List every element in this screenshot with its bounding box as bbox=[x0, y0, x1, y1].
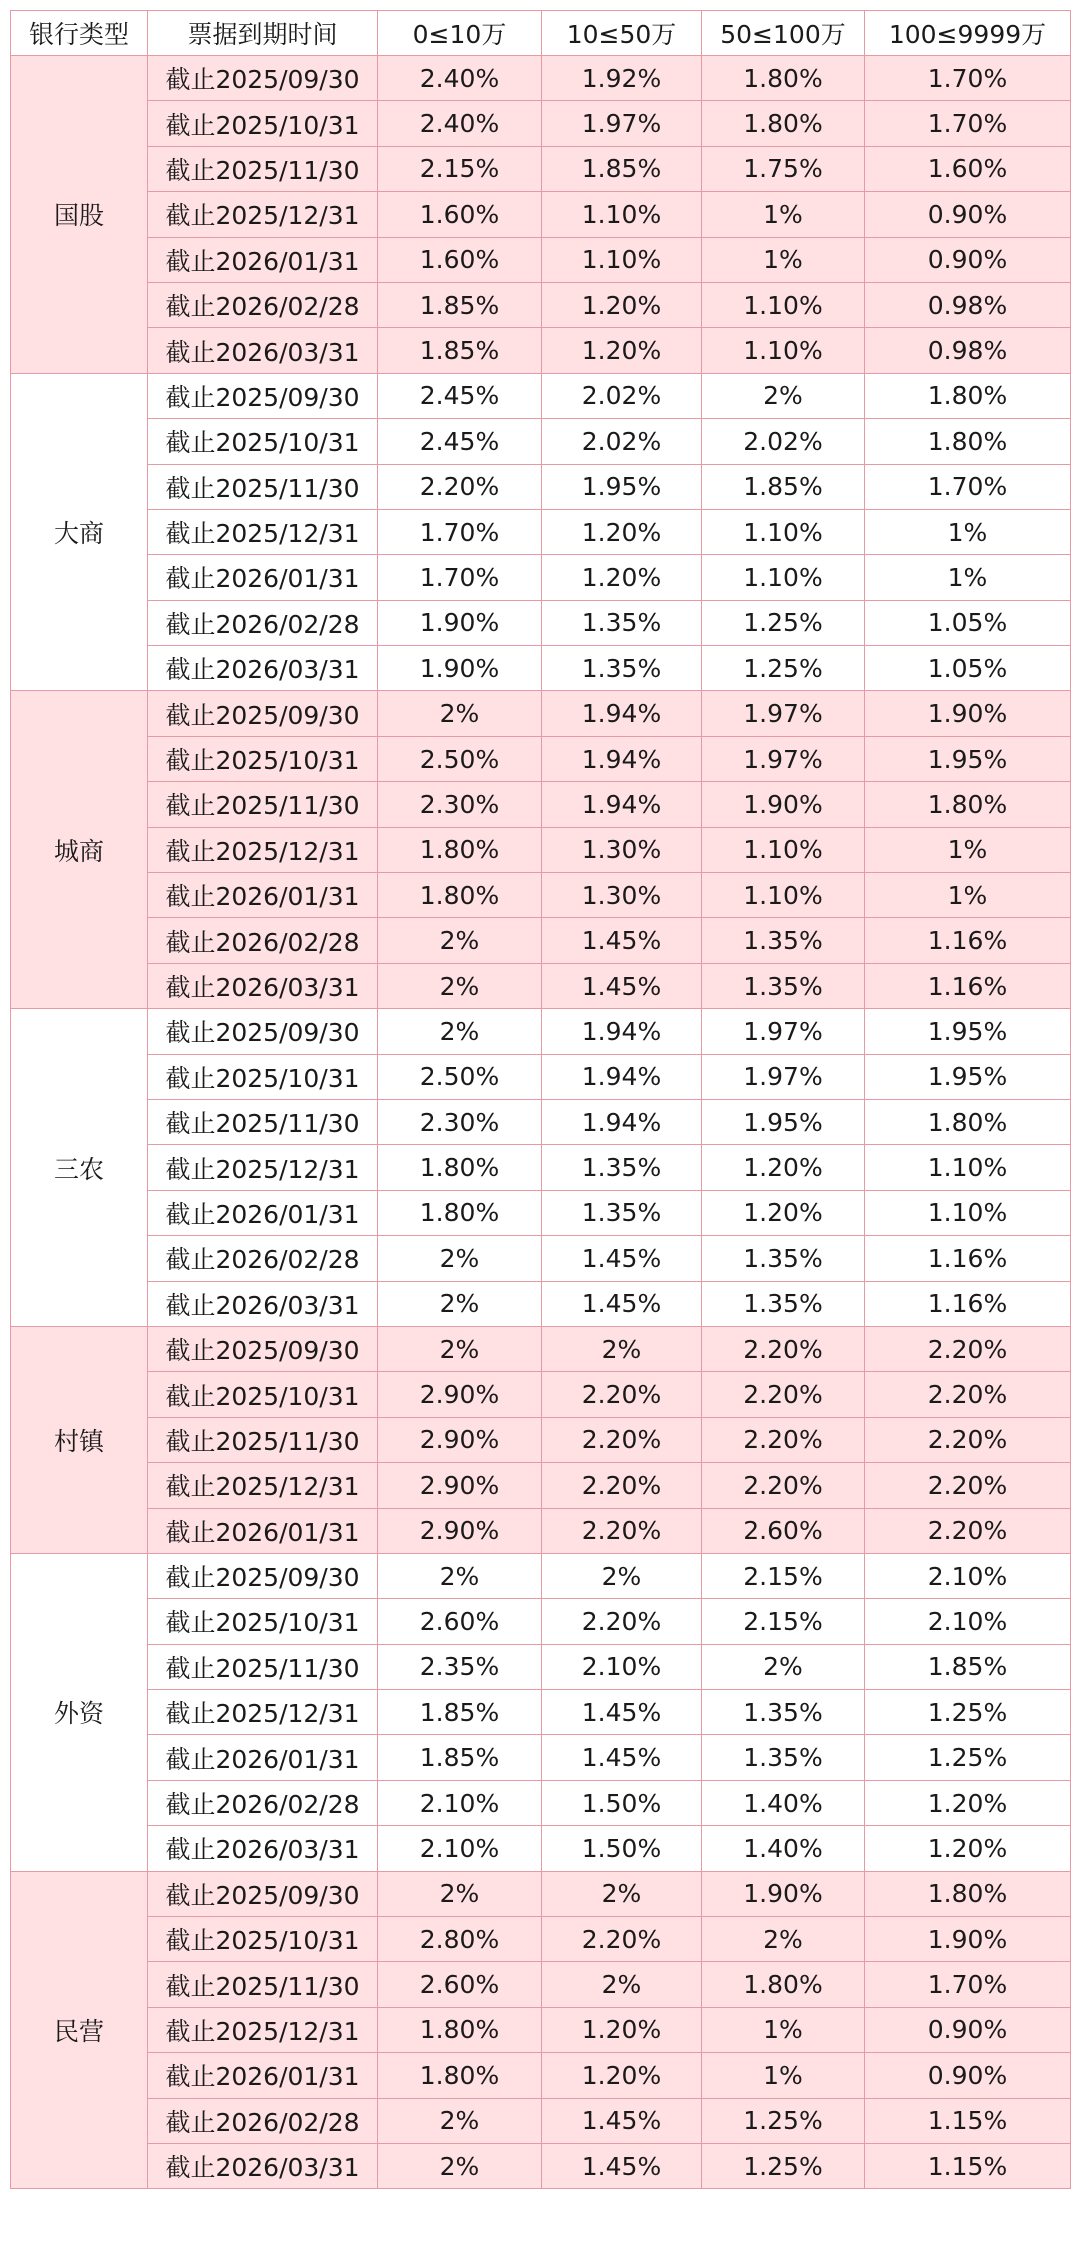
maturity-cell: 截止2025/09/30 bbox=[148, 1009, 378, 1054]
rate-cell: 1% bbox=[865, 827, 1071, 872]
rate-cell: 2.20% bbox=[542, 1508, 702, 1553]
rate-cell: 2% bbox=[378, 963, 542, 1008]
table-row bbox=[11, 1917, 1071, 1962]
maturity-cell: 截止2025/11/30 bbox=[148, 464, 378, 509]
rate-cell: 2.02% bbox=[542, 373, 702, 418]
rate-cell: 2.02% bbox=[702, 419, 865, 464]
rate-cell: 1.85% bbox=[378, 1735, 542, 1780]
table-row bbox=[11, 282, 1071, 327]
rate-cell: 1.10% bbox=[702, 328, 865, 373]
maturity-cell: 截止2026/03/31 bbox=[148, 2143, 378, 2188]
maturity-cell: 截止2026/02/28 bbox=[148, 918, 378, 963]
maturity-cell: 截止2025/10/31 bbox=[148, 736, 378, 781]
rate-cell: 1.35% bbox=[542, 646, 702, 691]
rate-cell: 1% bbox=[702, 237, 865, 282]
rate-cell: 0.90% bbox=[865, 2053, 1071, 2098]
maturity-cell: 截止2025/11/30 bbox=[148, 1099, 378, 1144]
rate-cell: 2.20% bbox=[702, 1372, 865, 1417]
rate-cell: 0.90% bbox=[865, 192, 1071, 237]
rate-cell: 2.90% bbox=[378, 1417, 542, 1462]
rate-cell: 2% bbox=[378, 2098, 542, 2143]
rate-cell: 2% bbox=[702, 1917, 865, 1962]
rate-cell: 1.05% bbox=[865, 646, 1071, 691]
rate-cell: 1.85% bbox=[542, 146, 702, 191]
rate-cell: 1.97% bbox=[542, 101, 702, 146]
rate-cell: 2% bbox=[378, 1281, 542, 1326]
table-row bbox=[11, 2098, 1071, 2143]
rate-cell: 1.10% bbox=[702, 282, 865, 327]
maturity-cell: 截止2025/12/31 bbox=[148, 509, 378, 554]
rate-cell: 2% bbox=[702, 373, 865, 418]
table-row bbox=[11, 192, 1071, 237]
rate-cell: 2.20% bbox=[542, 1599, 702, 1644]
rate-cell: 2.60% bbox=[378, 1962, 542, 2007]
rate-cell: 1.75% bbox=[702, 146, 865, 191]
rate-cell: 2% bbox=[542, 1553, 702, 1598]
rate-cell: 1.10% bbox=[542, 237, 702, 282]
table-row bbox=[11, 328, 1071, 373]
rate-cell: 1.40% bbox=[702, 1826, 865, 1871]
rate-cell: 2% bbox=[378, 2143, 542, 2188]
rate-cell: 1.80% bbox=[378, 873, 542, 918]
rate-cell: 1.35% bbox=[542, 1145, 702, 1190]
rate-cell: 1.85% bbox=[702, 464, 865, 509]
rate-cell: 1.94% bbox=[542, 1009, 702, 1054]
header-maturity: 票据到期时间 bbox=[148, 11, 378, 56]
maturity-cell: 截止2026/01/31 bbox=[148, 1735, 378, 1780]
table-row bbox=[11, 1417, 1071, 1462]
rate-cell: 1.35% bbox=[542, 1190, 702, 1235]
maturity-cell: 截止2026/03/31 bbox=[148, 963, 378, 1008]
bank-type-cell: 三农 bbox=[11, 1009, 148, 1327]
rate-cell: 2.60% bbox=[702, 1508, 865, 1553]
table-row bbox=[11, 600, 1071, 645]
rate-cell: 1.20% bbox=[702, 1145, 865, 1190]
rate-cell: 2.30% bbox=[378, 782, 542, 827]
rate-cell: 1.80% bbox=[702, 56, 865, 101]
rate-cell: 1.94% bbox=[542, 736, 702, 781]
rate-cell: 1.40% bbox=[702, 1780, 865, 1825]
rate-cell: 1.30% bbox=[542, 873, 702, 918]
rate-cell: 1.35% bbox=[702, 1281, 865, 1326]
table-row bbox=[11, 1690, 1071, 1735]
bank-type-cell: 村镇 bbox=[11, 1326, 148, 1553]
rate-cell: 1.45% bbox=[542, 2098, 702, 2143]
rate-cell: 1.70% bbox=[865, 56, 1071, 101]
maturity-cell: 截止2025/09/30 bbox=[148, 56, 378, 101]
rate-cell: 1.80% bbox=[378, 827, 542, 872]
bank-type-cell: 城商 bbox=[11, 691, 148, 1009]
rate-cell: 2.90% bbox=[378, 1463, 542, 1508]
table-row bbox=[11, 1508, 1071, 1553]
maturity-cell: 截止2025/12/31 bbox=[148, 2007, 378, 2052]
rate-cell: 2.50% bbox=[378, 736, 542, 781]
rate-cell: 2.90% bbox=[378, 1372, 542, 1417]
rate-cell: 2% bbox=[542, 1962, 702, 2007]
header-row bbox=[11, 11, 1071, 56]
rate-cell: 1.80% bbox=[865, 1099, 1071, 1144]
maturity-cell: 截止2025/12/31 bbox=[148, 1690, 378, 1735]
maturity-cell: 截止2025/09/30 bbox=[148, 691, 378, 736]
rate-cell: 2.40% bbox=[378, 56, 542, 101]
table-row bbox=[11, 464, 1071, 509]
header-tier-4: 100≤9999万 bbox=[865, 11, 1071, 56]
rate-cell: 1.95% bbox=[702, 1099, 865, 1144]
rate-cell: 1.20% bbox=[542, 509, 702, 554]
bank-type-cell: 大商 bbox=[11, 373, 148, 691]
maturity-cell: 截止2025/09/30 bbox=[148, 1871, 378, 1916]
rate-cell: 1.10% bbox=[702, 873, 865, 918]
rate-cell: 1.94% bbox=[542, 1054, 702, 1099]
rate-cell: 1% bbox=[702, 2053, 865, 2098]
rate-cell: 1.45% bbox=[542, 1281, 702, 1326]
rate-cell: 2.20% bbox=[865, 1417, 1071, 1462]
rate-cell: 1.95% bbox=[865, 1054, 1071, 1099]
table-row bbox=[11, 646, 1071, 691]
table-row bbox=[11, 2053, 1071, 2098]
rate-cell: 1.90% bbox=[865, 1917, 1071, 1962]
rate-cell: 1.05% bbox=[865, 600, 1071, 645]
rate-cell: 2% bbox=[542, 1871, 702, 1916]
maturity-cell: 截止2025/12/31 bbox=[148, 1463, 378, 1508]
maturity-cell: 截止2025/11/30 bbox=[148, 782, 378, 827]
table-row bbox=[11, 1236, 1071, 1281]
table-row bbox=[11, 555, 1071, 600]
rate-cell: 1.30% bbox=[542, 827, 702, 872]
table-row bbox=[11, 101, 1071, 146]
maturity-cell: 截止2025/10/31 bbox=[148, 101, 378, 146]
table-row bbox=[11, 736, 1071, 781]
rate-cell: 1.20% bbox=[865, 1780, 1071, 1825]
rate-cell: 1.85% bbox=[378, 1690, 542, 1735]
maturity-cell: 截止2025/12/31 bbox=[148, 827, 378, 872]
rate-cell: 2% bbox=[378, 691, 542, 736]
rate-cell: 1.15% bbox=[865, 2143, 1071, 2188]
table-row bbox=[11, 1372, 1071, 1417]
table-row bbox=[11, 1735, 1071, 1780]
rate-cell: 1.20% bbox=[865, 1826, 1071, 1871]
rate-cell: 1.95% bbox=[865, 736, 1071, 781]
rate-cell: 2.10% bbox=[865, 1553, 1071, 1598]
rate-cell: 2.10% bbox=[378, 1826, 542, 1871]
table-row bbox=[11, 918, 1071, 963]
table-row bbox=[11, 1281, 1071, 1326]
rate-cell: 1.10% bbox=[702, 827, 865, 872]
rate-cell: 1.94% bbox=[542, 782, 702, 827]
rate-cell: 2.20% bbox=[702, 1463, 865, 1508]
rate-cell: 2.20% bbox=[542, 1463, 702, 1508]
maturity-cell: 截止2026/02/28 bbox=[148, 2098, 378, 2143]
rate-cell: 1.60% bbox=[378, 237, 542, 282]
header-tier-1: 0≤10万 bbox=[378, 11, 542, 56]
maturity-cell: 截止2025/11/30 bbox=[148, 1417, 378, 1462]
rate-cell: 1.45% bbox=[542, 1690, 702, 1735]
table-row bbox=[11, 1962, 1071, 2007]
header-tier-3: 50≤100万 bbox=[702, 11, 865, 56]
rate-cell: 1.80% bbox=[702, 1962, 865, 2007]
rate-cell: 1.80% bbox=[865, 419, 1071, 464]
rate-cell: 2.20% bbox=[865, 1372, 1071, 1417]
rate-cell: 2.60% bbox=[378, 1599, 542, 1644]
rate-cell: 2.20% bbox=[702, 1326, 865, 1371]
table-row bbox=[11, 1145, 1071, 1190]
rate-cell: 1.70% bbox=[865, 101, 1071, 146]
maturity-cell: 截止2026/01/31 bbox=[148, 2053, 378, 2098]
rate-cell: 2.90% bbox=[378, 1508, 542, 1553]
rate-cell: 2.20% bbox=[378, 464, 542, 509]
maturity-cell: 截止2026/01/31 bbox=[148, 1508, 378, 1553]
rate-cell: 2.35% bbox=[378, 1644, 542, 1689]
maturity-cell: 截止2026/03/31 bbox=[148, 1281, 378, 1326]
rate-cell: 2% bbox=[378, 1009, 542, 1054]
rate-cell: 1.97% bbox=[702, 736, 865, 781]
table-row bbox=[11, 1780, 1071, 1825]
maturity-cell: 截止2026/01/31 bbox=[148, 237, 378, 282]
rate-cell: 2.10% bbox=[542, 1644, 702, 1689]
rate-cell: 1.94% bbox=[542, 691, 702, 736]
rate-cell: 1.90% bbox=[702, 1871, 865, 1916]
table-row bbox=[11, 1099, 1071, 1144]
table-row bbox=[11, 963, 1071, 1008]
rate-cell: 1.35% bbox=[702, 963, 865, 1008]
rate-cell: 1.20% bbox=[542, 2053, 702, 2098]
rate-cell: 1.50% bbox=[542, 1780, 702, 1825]
rate-cell: 2% bbox=[378, 1236, 542, 1281]
maturity-cell: 截止2025/10/31 bbox=[148, 1599, 378, 1644]
maturity-cell: 截止2026/02/28 bbox=[148, 1236, 378, 1281]
rate-cell: 1.25% bbox=[865, 1690, 1071, 1735]
rate-cell: 1.80% bbox=[378, 2053, 542, 2098]
rate-cell: 1.25% bbox=[702, 2143, 865, 2188]
rate-cell: 1.70% bbox=[378, 555, 542, 600]
maturity-cell: 截止2026/01/31 bbox=[148, 1190, 378, 1235]
rate-cell: 1% bbox=[865, 873, 1071, 918]
rate-cell: 2.20% bbox=[542, 1372, 702, 1417]
rate-cell: 2.50% bbox=[378, 1054, 542, 1099]
maturity-cell: 截止2025/09/30 bbox=[148, 1553, 378, 1598]
table-row bbox=[11, 237, 1071, 282]
rate-cell: 1.10% bbox=[865, 1145, 1071, 1190]
maturity-cell: 截止2025/10/31 bbox=[148, 1054, 378, 1099]
maturity-cell: 截止2025/10/31 bbox=[148, 419, 378, 464]
rate-cell: 0.98% bbox=[865, 282, 1071, 327]
rate-cell: 1.85% bbox=[378, 328, 542, 373]
maturity-cell: 截止2026/02/28 bbox=[148, 282, 378, 327]
table-row bbox=[11, 782, 1071, 827]
rate-cell: 1.16% bbox=[865, 963, 1071, 1008]
rate-cell: 1.50% bbox=[542, 1826, 702, 1871]
rate-cell: 1.45% bbox=[542, 2143, 702, 2188]
rate-cell: 1.80% bbox=[378, 2007, 542, 2052]
maturity-cell: 截止2026/03/31 bbox=[148, 1826, 378, 1871]
rate-cell: 1.35% bbox=[702, 1236, 865, 1281]
maturity-cell: 截止2025/11/30 bbox=[148, 146, 378, 191]
rate-cell: 1.70% bbox=[865, 464, 1071, 509]
table-row bbox=[11, 56, 1071, 101]
rate-cell: 1.80% bbox=[702, 101, 865, 146]
rate-cell: 1.25% bbox=[702, 2098, 865, 2143]
maturity-cell: 截止2025/12/31 bbox=[148, 192, 378, 237]
rate-cell: 1.25% bbox=[702, 600, 865, 645]
rate-cell: 2.20% bbox=[865, 1326, 1071, 1371]
rate-cell: 1.80% bbox=[865, 373, 1071, 418]
maturity-cell: 截止2025/10/31 bbox=[148, 1372, 378, 1417]
rate-cell: 1.80% bbox=[378, 1145, 542, 1190]
rate-cell: 1.10% bbox=[865, 1190, 1071, 1235]
table-row bbox=[11, 1054, 1071, 1099]
table-row bbox=[11, 827, 1071, 872]
rate-cell: 1.45% bbox=[542, 963, 702, 1008]
table-row bbox=[11, 373, 1071, 418]
rate-cell: 2% bbox=[378, 1871, 542, 1916]
rate-cell: 1.25% bbox=[702, 646, 865, 691]
maturity-cell: 截止2025/11/30 bbox=[148, 1962, 378, 2007]
rate-cell: 2.02% bbox=[542, 419, 702, 464]
header-tier-2: 10≤50万 bbox=[542, 11, 702, 56]
rate-cell: 1.35% bbox=[702, 918, 865, 963]
rate-cell: 1.35% bbox=[702, 1690, 865, 1735]
rate-cell: 1.97% bbox=[702, 691, 865, 736]
rate-cell: 1.15% bbox=[865, 2098, 1071, 2143]
rate-cell: 1.20% bbox=[702, 1190, 865, 1235]
rate-cell: 1.20% bbox=[542, 2007, 702, 2052]
table-row bbox=[11, 509, 1071, 554]
rate-cell: 1.97% bbox=[702, 1009, 865, 1054]
table-row bbox=[11, 1644, 1071, 1689]
rate-cell: 1% bbox=[865, 555, 1071, 600]
rate-cell: 1.92% bbox=[542, 56, 702, 101]
maturity-cell: 截止2026/02/28 bbox=[148, 1780, 378, 1825]
maturity-cell: 截止2026/03/31 bbox=[148, 646, 378, 691]
table-row bbox=[11, 1463, 1071, 1508]
rate-cell: 1.20% bbox=[542, 328, 702, 373]
rate-cell: 2.20% bbox=[865, 1508, 1071, 1553]
rate-cell: 1.10% bbox=[702, 555, 865, 600]
rate-cell: 1.90% bbox=[865, 691, 1071, 736]
rate-cell: 1.90% bbox=[378, 600, 542, 645]
rate-cell: 2.20% bbox=[702, 1417, 865, 1462]
rate-cell: 1% bbox=[865, 509, 1071, 554]
table-row bbox=[11, 146, 1071, 191]
table-row bbox=[11, 1599, 1071, 1644]
rate-cell: 2.45% bbox=[378, 373, 542, 418]
rate-cell: 1.70% bbox=[378, 509, 542, 554]
rate-cell: 2% bbox=[542, 1326, 702, 1371]
rate-cell: 1.95% bbox=[865, 1009, 1071, 1054]
rate-cell: 1.85% bbox=[865, 1644, 1071, 1689]
rate-cell: 2% bbox=[378, 1553, 542, 1598]
rate-cell: 2.45% bbox=[378, 419, 542, 464]
rate-cell: 1% bbox=[702, 2007, 865, 2052]
table-row bbox=[11, 2143, 1071, 2188]
rate-cell: 2.80% bbox=[378, 1917, 542, 1962]
rate-cell: 1.10% bbox=[542, 192, 702, 237]
maturity-cell: 截止2025/12/31 bbox=[148, 1145, 378, 1190]
rate-cell: 1% bbox=[702, 192, 865, 237]
rate-cell: 2.15% bbox=[702, 1553, 865, 1598]
rate-cell: 2.20% bbox=[542, 1417, 702, 1462]
rate-cell: 2.15% bbox=[378, 146, 542, 191]
discount-rate-table bbox=[10, 10, 1071, 2189]
rate-cell: 2.40% bbox=[378, 101, 542, 146]
table-row bbox=[11, 1826, 1071, 1871]
maturity-cell: 截止2026/01/31 bbox=[148, 873, 378, 918]
rate-cell: 1.90% bbox=[702, 782, 865, 827]
table-row bbox=[11, 1190, 1071, 1235]
rate-cell: 1.90% bbox=[378, 646, 542, 691]
table-row bbox=[11, 691, 1071, 736]
maturity-cell: 截止2025/11/30 bbox=[148, 1644, 378, 1689]
maturity-cell: 截止2026/02/28 bbox=[148, 600, 378, 645]
rate-cell: 1.60% bbox=[378, 192, 542, 237]
rate-cell: 1.80% bbox=[865, 1871, 1071, 1916]
rate-cell: 1.20% bbox=[542, 282, 702, 327]
rate-cell: 1.80% bbox=[378, 1190, 542, 1235]
table-row bbox=[11, 2007, 1071, 2052]
rate-cell: 0.90% bbox=[865, 2007, 1071, 2052]
rate-cell: 2.10% bbox=[865, 1599, 1071, 1644]
maturity-cell: 截止2025/09/30 bbox=[148, 1326, 378, 1371]
rate-cell: 1.97% bbox=[702, 1054, 865, 1099]
header-bank-type: 银行类型 bbox=[11, 11, 148, 56]
rate-cell: 1.16% bbox=[865, 918, 1071, 963]
rate-cell: 1.94% bbox=[542, 1099, 702, 1144]
rate-cell: 1.45% bbox=[542, 1735, 702, 1780]
rate-cell: 1.95% bbox=[542, 464, 702, 509]
rate-cell: 1.70% bbox=[865, 1962, 1071, 2007]
maturity-cell: 截止2025/09/30 bbox=[148, 373, 378, 418]
table-row bbox=[11, 1326, 1071, 1371]
rate-cell: 2.15% bbox=[702, 1599, 865, 1644]
table-row bbox=[11, 419, 1071, 464]
rate-cell: 0.98% bbox=[865, 328, 1071, 373]
rate-cell: 1.35% bbox=[702, 1735, 865, 1780]
rate-cell: 2.20% bbox=[865, 1463, 1071, 1508]
table-body bbox=[11, 56, 1071, 2189]
maturity-cell: 截止2025/10/31 bbox=[148, 1917, 378, 1962]
rate-cell: 1.60% bbox=[865, 146, 1071, 191]
table-row bbox=[11, 1553, 1071, 1598]
rate-cell: 1.35% bbox=[542, 600, 702, 645]
rate-cell: 2.10% bbox=[378, 1780, 542, 1825]
rate-cell: 1.45% bbox=[542, 918, 702, 963]
rate-cell: 1.80% bbox=[865, 782, 1071, 827]
table-row bbox=[11, 1009, 1071, 1054]
rate-cell: 2% bbox=[378, 918, 542, 963]
rate-cell: 1.25% bbox=[865, 1735, 1071, 1780]
rate-cell: 1.16% bbox=[865, 1281, 1071, 1326]
maturity-cell: 截止2026/03/31 bbox=[148, 328, 378, 373]
rate-cell: 1.10% bbox=[702, 509, 865, 554]
table-row bbox=[11, 1871, 1071, 1916]
maturity-cell: 截止2026/01/31 bbox=[148, 555, 378, 600]
bank-type-cell: 国股 bbox=[11, 56, 148, 374]
rate-cell: 1.85% bbox=[378, 282, 542, 327]
rate-cell: 1.16% bbox=[865, 1236, 1071, 1281]
bank-type-cell: 外资 bbox=[11, 1553, 148, 1871]
rate-cell: 2% bbox=[702, 1644, 865, 1689]
rate-cell: 1.45% bbox=[542, 1236, 702, 1281]
bank-type-cell: 民营 bbox=[11, 1871, 148, 2189]
rate-cell: 1.20% bbox=[542, 555, 702, 600]
rate-cell: 2.30% bbox=[378, 1099, 542, 1144]
rate-cell: 2.20% bbox=[542, 1917, 702, 1962]
table-row bbox=[11, 873, 1071, 918]
rate-cell: 0.90% bbox=[865, 237, 1071, 282]
rate-cell: 2% bbox=[378, 1326, 542, 1371]
